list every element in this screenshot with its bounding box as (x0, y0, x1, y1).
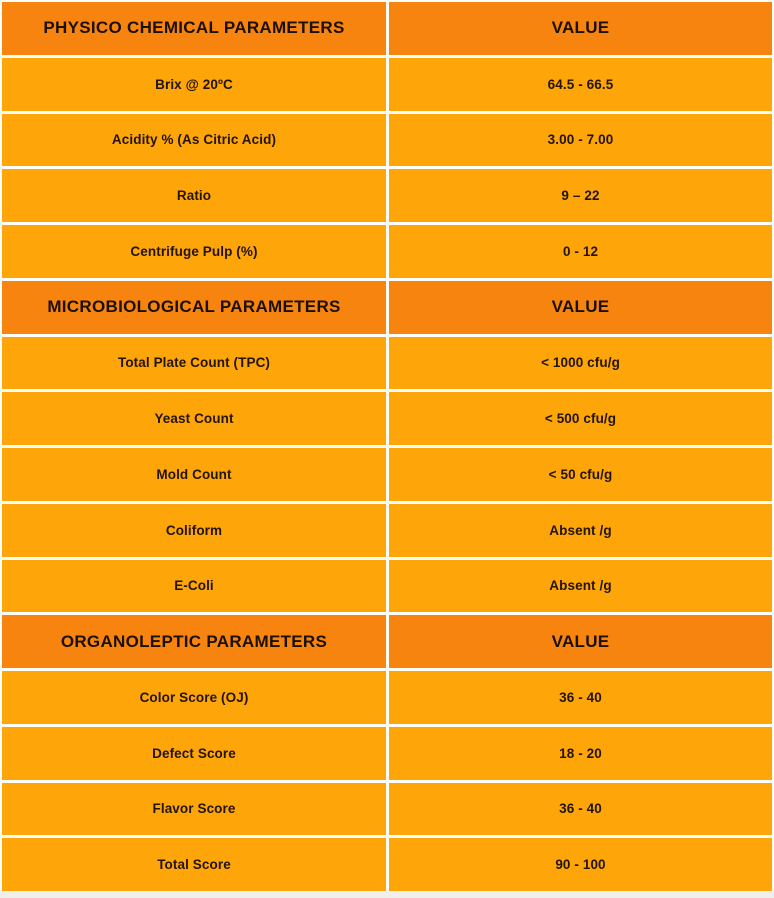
param-cell: Coliform (2, 504, 386, 557)
table-row (2, 838, 772, 891)
value-cell: 36 - 40 (389, 671, 772, 724)
table-row (2, 671, 772, 724)
table-row (2, 392, 772, 445)
section-header-param-cell: ORGANOLEPTIC PARAMETERS (2, 615, 386, 668)
section-header-row (2, 615, 772, 668)
value-cell: Absent /g (389, 504, 772, 557)
param-cell: Color Score (OJ) (2, 671, 386, 724)
param-cell: Yeast Count (2, 392, 386, 445)
param-cell: Defect Score (2, 727, 386, 780)
param-cell: Total Score (2, 838, 386, 891)
section-header-value-cell: VALUE (389, 2, 772, 55)
param-cell: Brix @ 20ºC (2, 58, 386, 111)
value-cell: 3.00 - 7.00 (389, 114, 772, 167)
table-row (2, 560, 772, 613)
section-header-value-cell: VALUE (389, 281, 772, 334)
param-cell: Acidity % (As Citric Acid) (2, 114, 386, 167)
param-cell: Mold Count (2, 448, 386, 501)
value-cell: < 500 cfu/g (389, 392, 772, 445)
section-header-row (2, 2, 772, 55)
table-row (2, 169, 772, 222)
value-cell: 9 – 22 (389, 169, 772, 222)
param-cell: Flavor Score (2, 783, 386, 836)
value-cell: 0 - 12 (389, 225, 772, 278)
table-row (2, 337, 772, 390)
param-cell: Ratio (2, 169, 386, 222)
value-cell: < 50 cfu/g (389, 448, 772, 501)
param-cell: Centrifuge Pulp (%) (2, 225, 386, 278)
value-cell: 64.5 - 66.5 (389, 58, 772, 111)
table-row (2, 448, 772, 501)
value-cell: Absent /g (389, 560, 772, 613)
section-header-value-cell: VALUE (389, 615, 772, 668)
table-row (2, 225, 772, 278)
table-row (2, 783, 772, 836)
table-row (2, 114, 772, 167)
value-cell: 90 - 100 (389, 838, 772, 891)
table-row (2, 504, 772, 557)
value-cell: 36 - 40 (389, 783, 772, 836)
bottom-edge-strip (0, 891, 774, 898)
param-cell: Total Plate Count (TPC) (2, 337, 386, 390)
table-row (2, 727, 772, 780)
table-row (2, 58, 772, 111)
value-cell: 18 - 20 (389, 727, 772, 780)
value-cell: < 1000 cfu/g (389, 337, 772, 390)
section-header-param-cell: PHYSICO CHEMICAL PARAMETERS (2, 2, 386, 55)
section-header-row (2, 281, 772, 334)
param-cell: E-Coli (2, 560, 386, 613)
section-header-param-cell: MICROBIOLOGICAL PARAMETERS (2, 281, 386, 334)
